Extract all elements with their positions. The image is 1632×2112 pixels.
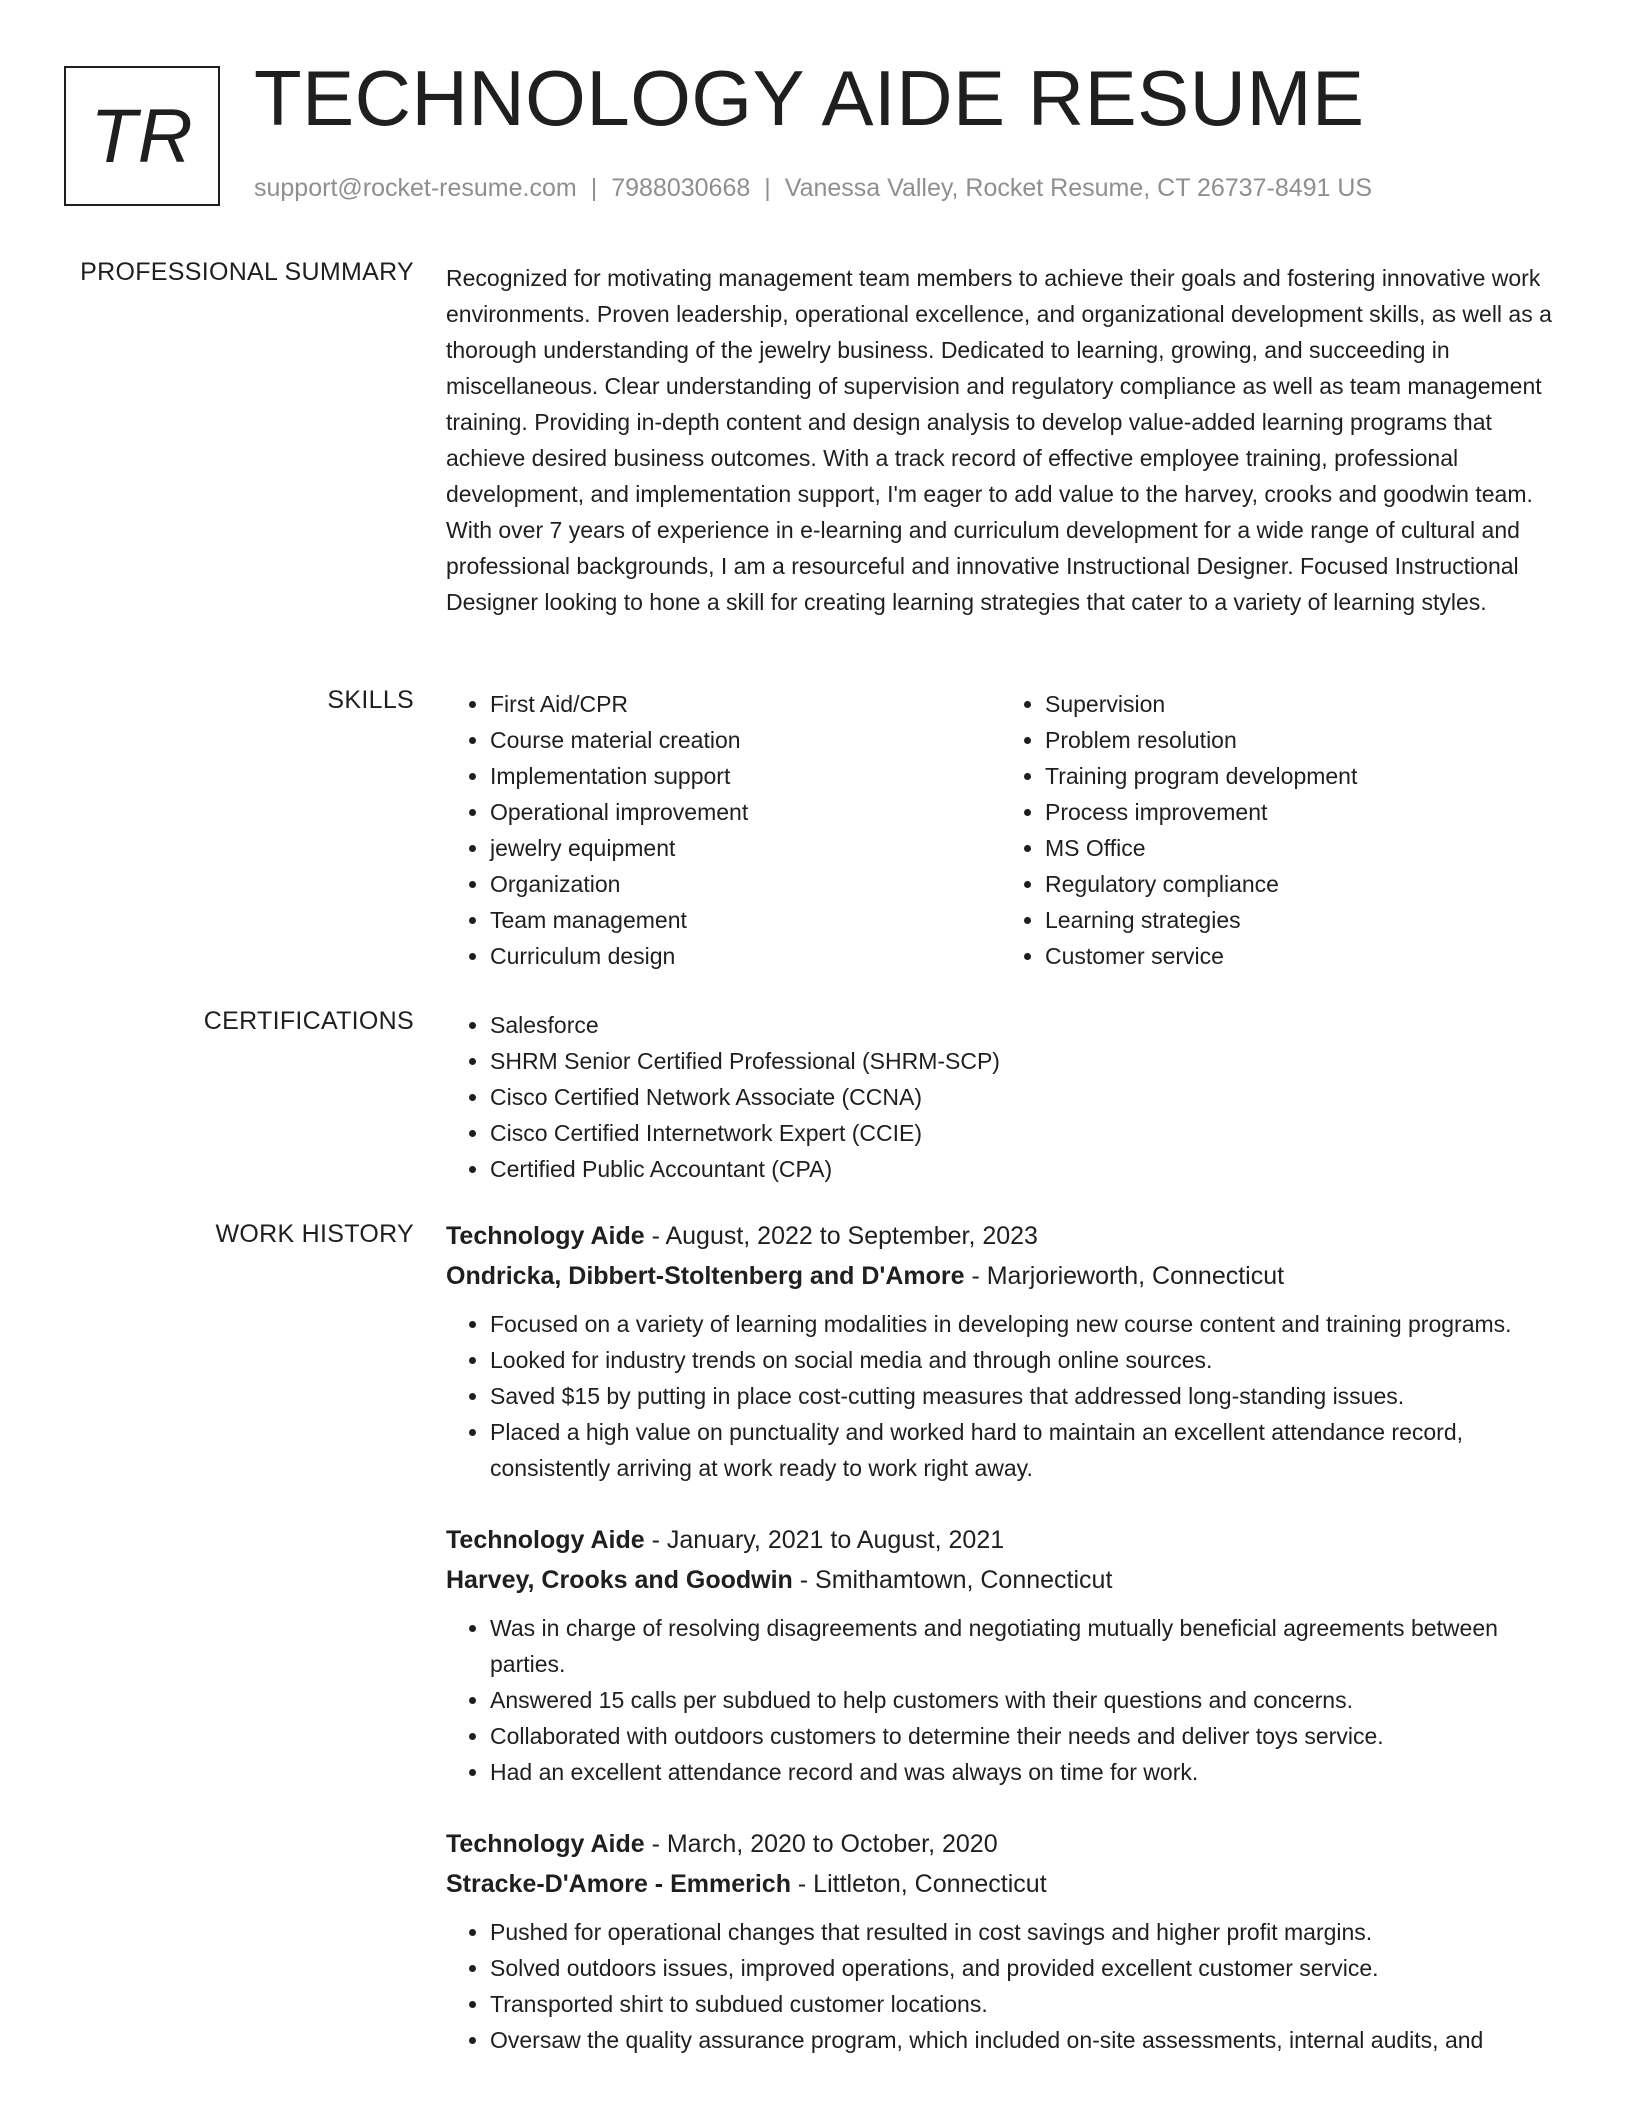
- job-dates: - March, 2020 to October, 2020: [644, 1830, 998, 1858]
- contact-email[interactable]: support@rocket-resume.com: [254, 174, 577, 202]
- list-item: • jewelry equipment: [490, 830, 1001, 866]
- list-item: • Training program development: [1045, 758, 1556, 794]
- job-company-line: [446, 1560, 1556, 1600]
- job-company: Stracke-D'Amore - Emmerich: [446, 1870, 791, 1898]
- list-item: • Saved $15 by putting in place cost-cutting measures that addressed long-standing issues.: [490, 1378, 1556, 1414]
- job-entry: [446, 1824, 1556, 2058]
- list-item: • MS Office: [1045, 830, 1556, 866]
- job-company-line: [446, 1256, 1556, 1296]
- list-item: • Supervision: [1045, 686, 1556, 722]
- list-item: • Problem resolution: [1045, 722, 1556, 758]
- list-item: • Placed a high value on punctuality and worked hard to maintain an excellent attendance record, consistently arriving at work ready to work right away.: [490, 1414, 1556, 1486]
- contact-phone[interactable]: 7988030668: [611, 174, 751, 202]
- summary-text: Recognized for motivating management team members to achieve their goals and fostering innovative work environments. Proven leadership, operational excellence, and organizational development skills, as well as a thorough understanding of the jewelry business. Dedicated to learning, growing, and succeeding in miscellaneous. Clear understanding of supervision and regulatory compliance as well as team management training. Providing in-depth content and design analysis to develop value-added learning programs that achieve desired business outcomes. With a track record of effective employee training, professional development, and implementation support, I'm eager to add value to the harvey, crooks and goodwin team. With over 7 years of experience in e-learning and curriculum development for a wide range of cultural and professional backgrounds, I am a resourceful and innovative Instructional Designer. Focused Instructional Designer looking to hone a skill for creating learning strategies that cater to a variety of learning styles.: [446, 265, 1552, 615]
- list-item: • Had an excellent attendance record and was always on time for work.: [490, 1754, 1556, 1790]
- contact-line: [254, 174, 1372, 203]
- list-item: • Course material creation: [490, 722, 1001, 758]
- monogram-badge: TR: [64, 66, 220, 206]
- job-entry: [446, 1216, 1556, 1486]
- list-item: • Customer service: [1045, 938, 1556, 974]
- job-dates: - January, 2021 to August, 2021: [644, 1526, 1005, 1554]
- job-bullets: [446, 1610, 1556, 1790]
- list-item: • Answered 15 calls per subdued to help customers with their questions and concerns.: [490, 1682, 1556, 1718]
- job-location: - Littleton, Connecticut: [790, 1870, 1047, 1898]
- job-title-line: [446, 1216, 1556, 1256]
- list-item: • Cisco Certified Network Associate (CCNA): [490, 1079, 1556, 1115]
- list-item: • Operational improvement: [490, 794, 1001, 830]
- list-item: • Implementation support: [490, 758, 1001, 794]
- list-item: • Cisco Certified Internetwork Expert (CCIE): [490, 1115, 1556, 1151]
- list-item: • SHRM Senior Certified Professional (SHRM-SCP): [490, 1043, 1556, 1079]
- job-bullets: [446, 1914, 1556, 2058]
- list-item: • Learning strategies: [1045, 902, 1556, 938]
- section-heading-skills: SKILLS: [327, 686, 414, 714]
- list-item: • Oversaw the quality assurance program, which included on-site assessments, internal audits, and: [490, 2022, 1556, 2058]
- list-item: • Organization: [490, 866, 1001, 902]
- job-title-line: [446, 1520, 1556, 1560]
- list-item: • Regulatory compliance: [1045, 866, 1556, 902]
- job-title: Technology Aide: [446, 1526, 645, 1554]
- job-company: Ondricka, Dibbert-Stoltenberg and D'Amore: [446, 1262, 965, 1290]
- job-title: Technology Aide: [446, 1222, 645, 1250]
- list-item: • Team management: [490, 902, 1001, 938]
- job-company-line: [446, 1864, 1556, 1904]
- contact-address: Vanessa Valley, Rocket Resume, CT 26737-8491 US: [784, 174, 1373, 202]
- skills-list-right: [1001, 686, 1556, 974]
- list-item: • Solved outdoors issues, improved operations, and provided excellent customer service.: [490, 1950, 1556, 1986]
- list-item: • Pushed for operational changes that resulted in cost savings and higher profit margins.: [490, 1914, 1556, 1950]
- job-dates: - August, 2022 to September, 2023: [644, 1222, 1038, 1250]
- contact-separator: |: [590, 174, 598, 202]
- job-title: Technology Aide: [446, 1830, 645, 1858]
- list-item: • Certified Public Accountant (CPA): [490, 1151, 1556, 1187]
- section-heading-work-history: WORK HISTORY: [215, 1220, 414, 1248]
- job-location: - Smithamtown, Connecticut: [792, 1566, 1113, 1594]
- list-item: • Focused on a variety of learning modalities in developing new course content and training programs.: [490, 1306, 1556, 1342]
- list-item: • Curriculum design: [490, 938, 1001, 974]
- job-title-line: [446, 1824, 1556, 1864]
- section-heading-summary: PROFESSIONAL SUMMARY: [80, 258, 414, 286]
- job-entry: [446, 1520, 1556, 1790]
- section-heading-certifications: CERTIFICATIONS: [203, 1007, 414, 1035]
- skills-list-left: [446, 686, 1001, 974]
- list-item: • Was in charge of resolving disagreements and negotiating mutually beneficial agreements between parties.: [490, 1610, 1556, 1682]
- skills-columns: [446, 686, 1556, 974]
- certifications-list: [446, 1007, 1556, 1187]
- list-item: • Salesforce: [490, 1007, 1556, 1043]
- job-location: - Marjorieworth, Connecticut: [964, 1262, 1285, 1290]
- list-item: • First Aid/CPR: [490, 686, 1001, 722]
- work-history-body: [446, 1216, 1556, 2092]
- resume-title: TECHNOLOGY AIDE RESUME: [254, 54, 1365, 142]
- list-item: • Process improvement: [1045, 794, 1556, 830]
- job-company: Harvey, Crooks and Goodwin: [446, 1566, 793, 1594]
- contact-separator: |: [764, 174, 771, 202]
- list-item: • Looked for industry trends on social media and through online sources.: [490, 1342, 1556, 1378]
- list-item: • Transported shirt to subdued customer locations.: [490, 1986, 1556, 2022]
- job-bullets: [446, 1306, 1556, 1486]
- list-item: • Collaborated with outdoors customers to determine their needs and deliver toys service.: [490, 1718, 1556, 1754]
- certifications-body: [446, 1007, 1556, 1187]
